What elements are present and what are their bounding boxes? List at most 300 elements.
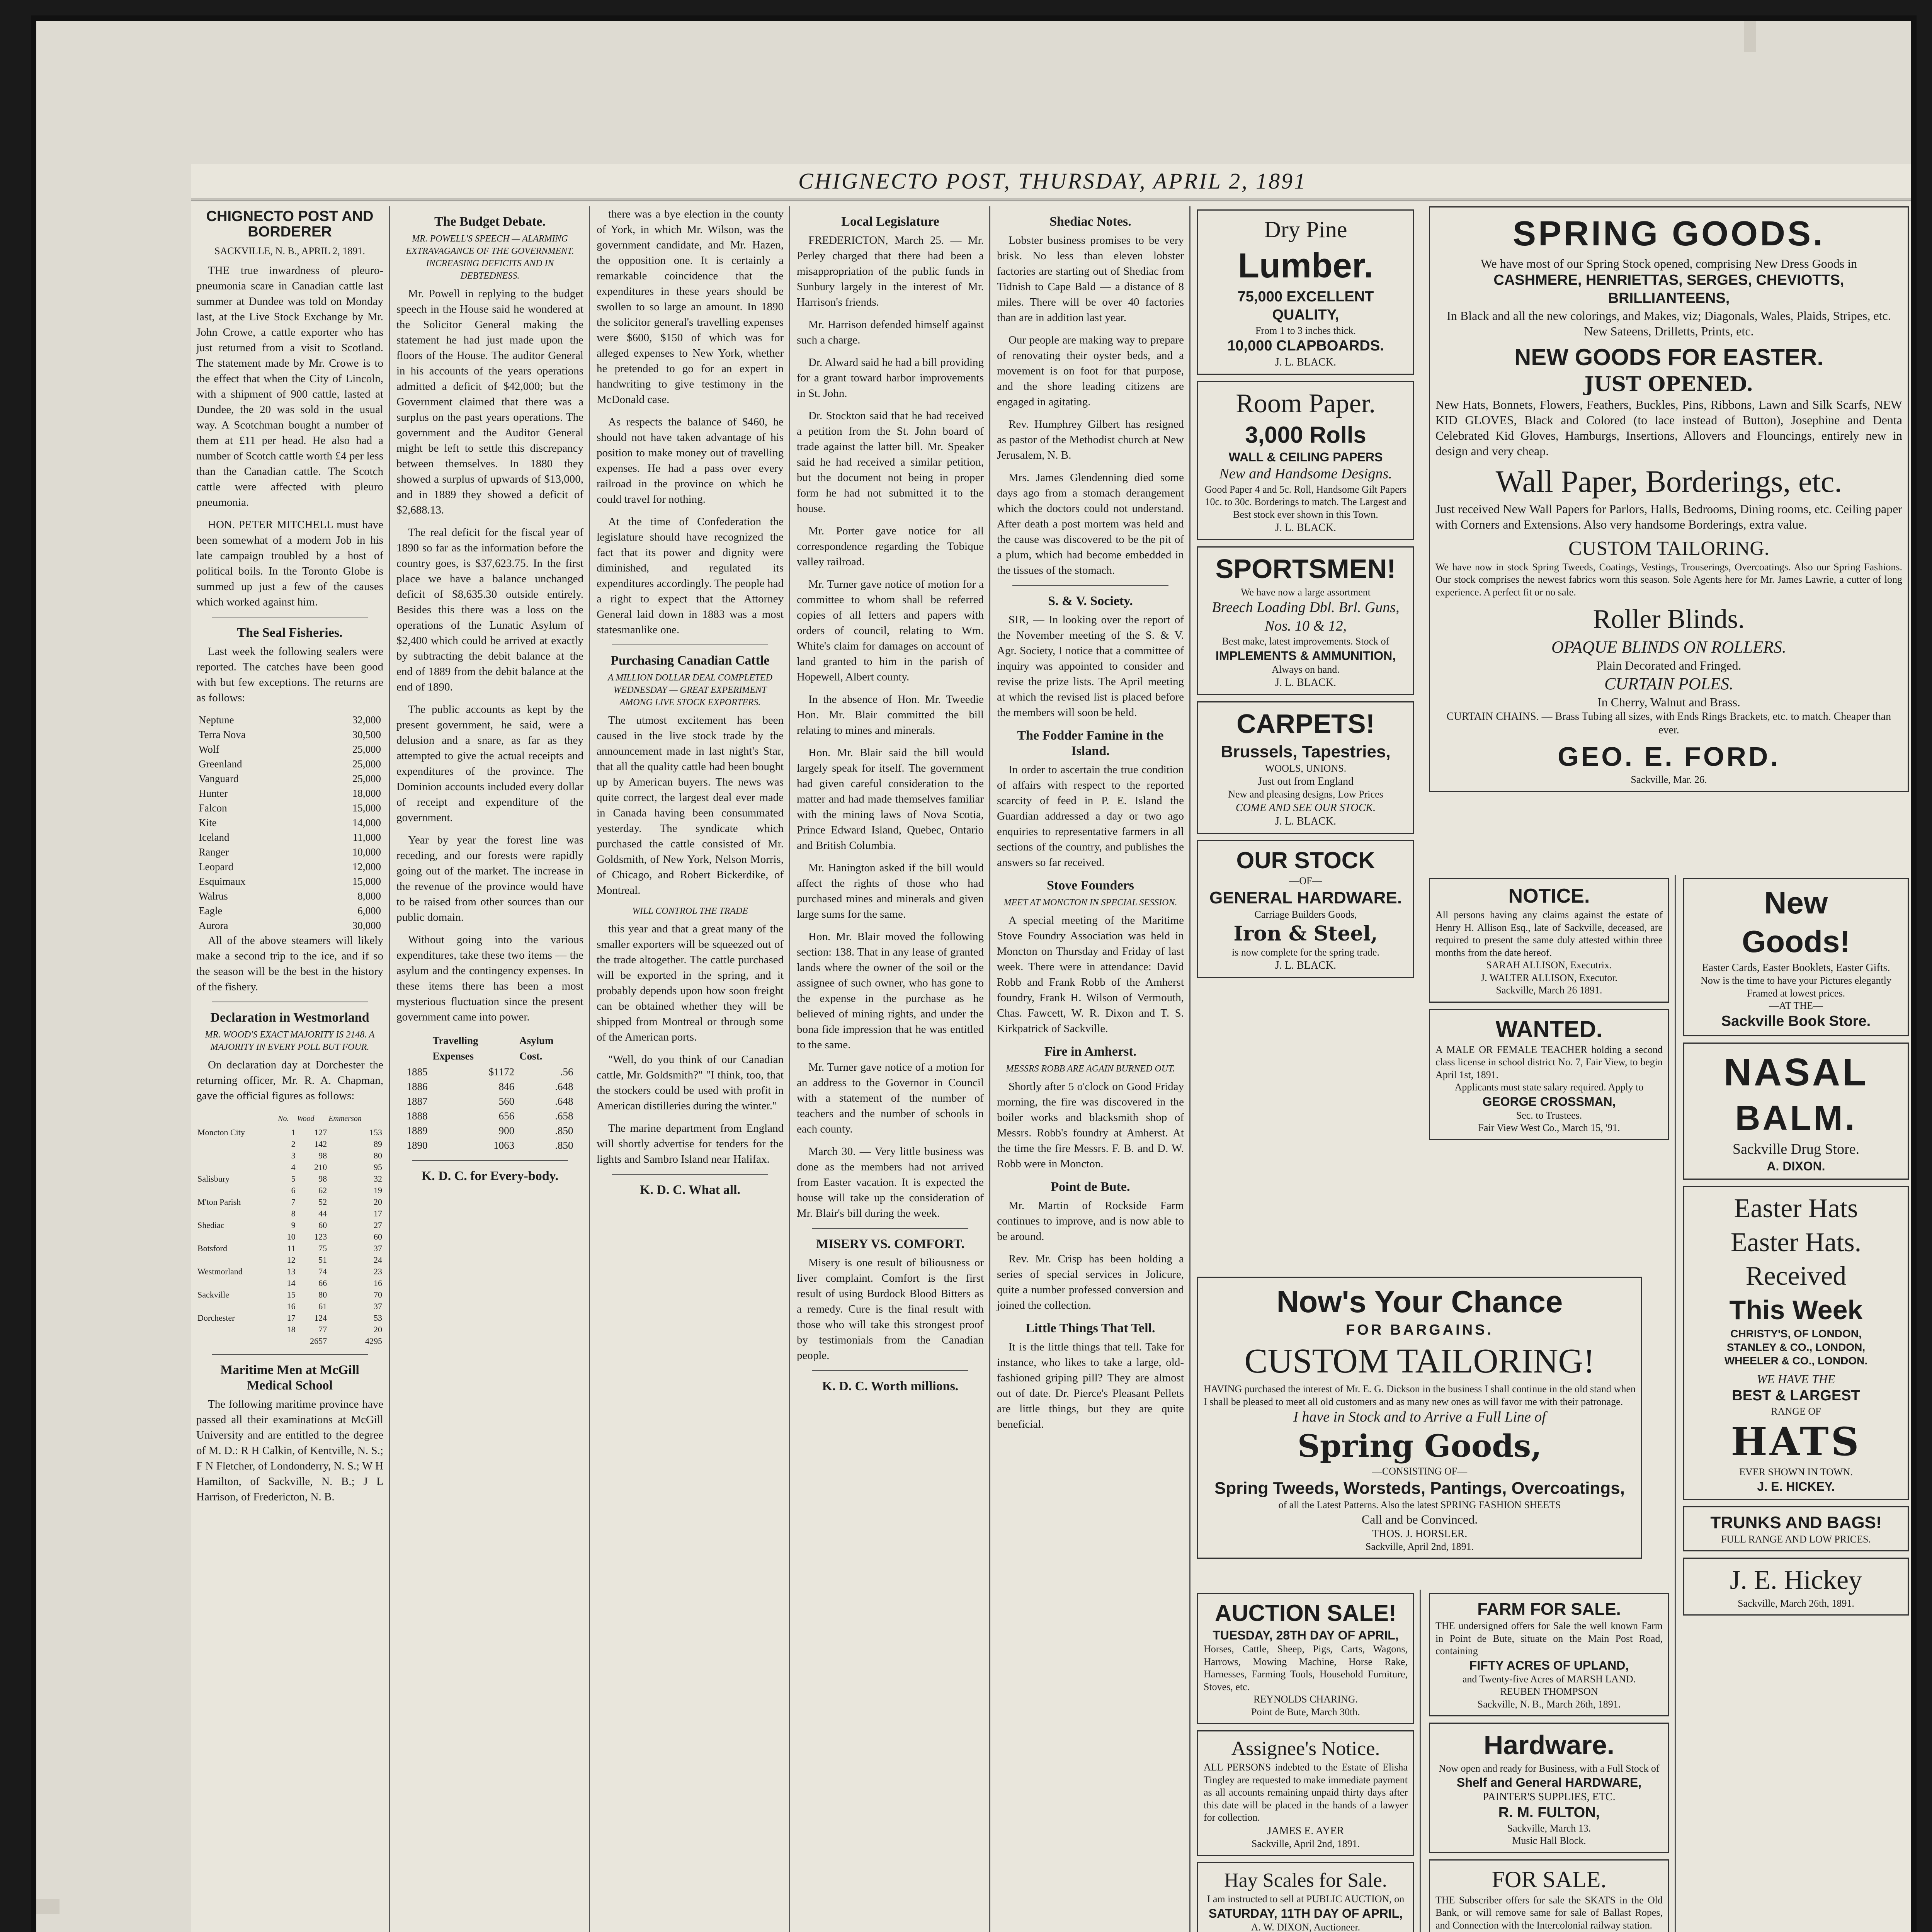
ad-line: A MALE OR FEMALE TEACHER holding a second class license in school district No. 7, Fair View, to begin April 1st, 1891. bbox=[1435, 1044, 1663, 1080]
table-row bbox=[196, 830, 383, 845]
table-row bbox=[196, 1162, 383, 1173]
ad-line: SATURDAY, 11TH DAY OF APRIL, bbox=[1208, 1906, 1403, 1920]
ad-easter-hats bbox=[1683, 1186, 1909, 1500]
ad-line: 75,000 EXCELLENT QUALITY, bbox=[1237, 288, 1374, 323]
table-row bbox=[196, 1243, 383, 1254]
ad-line: Now is the time to have your Pictures elegantly Framed at lowest prices. bbox=[1701, 975, 1891, 999]
paper-title: CHIGNECTO POST AND BORDERER bbox=[206, 208, 374, 240]
expense-cell: .56 bbox=[560, 1066, 573, 1078]
column-5 bbox=[992, 206, 1189, 1932]
article-paragraph: Misery is one result of biliousness or liver complaint. Comfort is the first result of using Burdock Blood Bitters as a remedy. Cure is the final result with those who will take this strongest proof by testimonials from the Canadian people. bbox=[797, 1257, 984, 1362]
vessel-name: Falcon bbox=[199, 802, 227, 814]
poll-cell: 16 bbox=[374, 1278, 382, 1288]
catch-count: 32,000 bbox=[352, 714, 381, 726]
article-paragraph: On declaration day at Dorchester the returning officer, Mr. R. A. Chapman, gave the official figures as follows: bbox=[196, 1059, 383, 1102]
column-rule bbox=[989, 206, 990, 1932]
dateline: SACKVILLE, N. B., APRIL 2, 1891. bbox=[214, 245, 365, 257]
ad-nasal-balm bbox=[1683, 1043, 1909, 1180]
ad-line: Call and be Convinced. bbox=[1361, 1512, 1478, 1526]
ad-hickey bbox=[1683, 1558, 1909, 1616]
table-row bbox=[196, 1231, 383, 1243]
poll-cell: 80 bbox=[318, 1290, 327, 1299]
ad-line: Horses, Cattle, Sheep, Pigs, Carts, Wagons, Harrows, Mowing Machine, Horse Rake, Harnesses, Farming Tools, Household Furniture, Stoves, etc. bbox=[1204, 1643, 1408, 1692]
ad-for-sale-dixon bbox=[1429, 1859, 1669, 1932]
poll-cell: 210 bbox=[314, 1162, 327, 1172]
catch-count: 6,000 bbox=[357, 905, 381, 917]
article-paragraph: The marine department from England will shortly advertise for tenders for the lights and Sambro Island near Halifax. bbox=[597, 1122, 784, 1165]
article-paragraph: HON. PETER MITCHELL must have been somewhat of a modern Job in his late campaign troubled by a host of political boils. In the Toronto Globe is summed up just a few of the causes which worked against him. bbox=[196, 519, 383, 608]
table-row bbox=[196, 1173, 383, 1185]
ad-line: Point de Bute, March 30th. bbox=[1251, 1706, 1360, 1718]
expenses-table bbox=[402, 1032, 578, 1153]
poll-cell: 66 bbox=[318, 1278, 327, 1288]
ad-line: REUBEN THOMPSON bbox=[1500, 1686, 1598, 1697]
ad-line: Fair View West Co., March 15, '91. bbox=[1478, 1122, 1620, 1133]
ad-line: Easter Hats. bbox=[1730, 1227, 1862, 1257]
table-row bbox=[196, 1289, 383, 1301]
ad-line: J. L. BLACK. bbox=[1275, 677, 1336, 689]
ad-line: Sackville, N. B., March 26th, 1891. bbox=[1477, 1698, 1621, 1710]
column-rule bbox=[589, 206, 590, 1932]
poll-cell: Westmorland bbox=[197, 1267, 243, 1276]
vessel-name: Leopard bbox=[199, 861, 233, 872]
poll-cell: 98 bbox=[318, 1174, 327, 1184]
table-row bbox=[196, 1208, 383, 1219]
poll-cell: 95 bbox=[374, 1162, 382, 1172]
ad-line: HATS bbox=[1731, 1419, 1861, 1464]
column-7-mid bbox=[1423, 875, 1675, 1265]
expense-cell: .658 bbox=[555, 1110, 573, 1122]
poll-cell: 61 bbox=[318, 1301, 327, 1311]
vessel-name: Kite bbox=[199, 817, 217, 828]
poll-cell: 44 bbox=[318, 1209, 327, 1218]
ad-line: 3,000 Rolls bbox=[1245, 422, 1366, 448]
table-row bbox=[403, 1065, 577, 1079]
ad-line: REYNOLDS CHARING. bbox=[1253, 1694, 1358, 1705]
article-paragraph: Mr. Turner gave notice of motion for a committee to whom shall be referred copies of all letters and papers with orders of council, relating to Wm. White's claim for damages on account of land granted to him in the parish of Hopewell, Albert county. bbox=[797, 578, 984, 683]
ad-line: RANGE OF bbox=[1771, 1405, 1821, 1417]
article-paragraph: The utmost excitement has been caused in the live stock trade by the announcement made in last night's Star, that all the quality cattle had been bought up by American buyers. The news was quite correct, the largest deal ever made in Canada having been consummated yesterday. The syndicate which purchased the cattle consisted of Mr. Goldsmith, of New York, Nelson Morris, of Chicago, and Robert Bickerdike, of Montreal. bbox=[597, 714, 784, 896]
ad-line: R. M. FULTON, bbox=[1498, 1804, 1600, 1821]
table-row bbox=[196, 1301, 383, 1312]
ad-line: THOS. J. HORSLER. bbox=[1372, 1527, 1468, 1540]
table-row bbox=[196, 874, 383, 889]
ad-line: WALL & CEILING PAPERS bbox=[1228, 450, 1383, 464]
ad-line: New Hats, Bonnets, Flowers, Feathers, Buckles, Pins, Ribbons, Lawn and Silk Scarfs, NEW KID GLOVES, Black and Colored (to lace instead of Button), Josephine and Denta Celebrated Kid Gloves, Hamburgs, Insertions, Allovers and Flouncings, entirely new in design and very cheap. bbox=[1435, 397, 1902, 458]
ad-farm-thompson bbox=[1429, 1593, 1669, 1716]
poll-cell: 13 bbox=[287, 1267, 296, 1276]
ad-line: Applicants must state salary required. Apply to bbox=[1454, 1082, 1644, 1093]
subheadline: WILL CONTROL THE TRADE bbox=[632, 906, 748, 916]
ad-line: In Black and all the new colorings, and Makes, viz; Diagonals, Wales, Plaids, Stripes, etc. New Sateens, Drilletts, Prints, etc. bbox=[1447, 308, 1891, 338]
table-row bbox=[196, 801, 383, 815]
ad-line: Music Hall Block. bbox=[1512, 1835, 1586, 1846]
column-rule bbox=[789, 206, 790, 1932]
article-paragraph: It is the little things that tell. Take for instance, who likes to take a large, old-fashioned griping pill? They are almost out of date. Dr. Pierce's Pleasant Pellets are little things, but they are quite beneficial. bbox=[997, 1341, 1184, 1430]
ad-line: NOTICE. bbox=[1508, 885, 1590, 907]
poll-cell: 20 bbox=[374, 1197, 382, 1207]
table-row bbox=[196, 903, 383, 918]
poll-cell: Dorchester bbox=[197, 1313, 235, 1323]
catch-count: 12,000 bbox=[352, 861, 381, 872]
poll-cell: 60 bbox=[318, 1220, 327, 1230]
ad-line: EVER SHOWN IN TOWN. bbox=[1739, 1466, 1853, 1478]
ad-ford-dry-goods bbox=[1429, 206, 1909, 792]
column-2 bbox=[391, 206, 589, 1932]
ad-line: AUCTION SALE! bbox=[1215, 1600, 1396, 1626]
ad-line: Just received New Wall Papers for Parlors, Halls, Bedrooms, Dining rooms, etc. Ceiling paper with Corners and Extensions. Also very handsome Borderings, extra value. bbox=[1435, 502, 1902, 531]
poll-cell: 32 bbox=[374, 1174, 382, 1184]
ad-line: In Cherry, Walnut and Brass. bbox=[1597, 695, 1740, 709]
poll-cell: Shediac bbox=[197, 1220, 224, 1230]
table-row bbox=[196, 1150, 383, 1162]
divider bbox=[812, 1228, 968, 1229]
ad-line: TUESDAY, 28TH DAY OF APRIL, bbox=[1213, 1628, 1399, 1642]
ad-hay-scales bbox=[1197, 1862, 1414, 1932]
column-header bbox=[403, 1032, 432, 1064]
catch-count: 25,000 bbox=[352, 773, 381, 784]
ad-line: Sackville, March 26th, 1891. bbox=[1738, 1597, 1854, 1609]
poll-cell: 62 bbox=[318, 1185, 327, 1195]
article-paragraph: Without going into the various expenditures, take these two items — the asylum and the contingency expenses. In these items there has been a most mysterious fluctuation since the present government came into power. bbox=[396, 934, 583, 1023]
ad-line: CUSTOM TAILORING! bbox=[1244, 1342, 1595, 1380]
ad-line: J. L. BLACK. bbox=[1275, 959, 1336, 971]
headline-fire: Fire in Amherst. bbox=[1044, 1044, 1137, 1059]
article-paragraph: Last week the following sealers were reported. The catches have been good with but few exceptions. The returns are as follows: bbox=[196, 645, 383, 704]
catch-count: 25,000 bbox=[352, 743, 381, 755]
ad-line: THE Subscriber offers for sale the SKATS in the Old Bank, or will remove same for sale of Ballast Ropes, and Connection with the Intercolonial railway station. bbox=[1435, 1894, 1663, 1931]
expense-cell: 1887 bbox=[406, 1095, 428, 1107]
ad-wanted-crossman bbox=[1429, 1009, 1669, 1140]
poll-cell: 5 bbox=[291, 1174, 296, 1184]
ad-line: CURTAIN POLES. bbox=[1604, 674, 1734, 693]
article-paragraph: Mrs. James Glendenning died some days ago from a stomach derangement which the doctors could not understand. After death a post mortem was held and the cause was discovered to be the pit of a plum, which had become embedded in the tissues of the stomach. bbox=[997, 471, 1184, 577]
ad-line: A. W. DIXON, Auctioneer. bbox=[1251, 1921, 1361, 1932]
ad-line: WHEELER & CO., LONDON. bbox=[1724, 1355, 1868, 1367]
poll-cell: 17 bbox=[287, 1313, 296, 1323]
column-6-lower bbox=[1192, 1590, 1420, 1932]
ad-line: Breech Loading Dbl. Brl. Guns, Nos. 10 & 12, bbox=[1212, 599, 1400, 634]
ad-line: Sackville, April 2nd, 1891. bbox=[1251, 1838, 1360, 1849]
table-row bbox=[196, 1266, 383, 1277]
ad-line: CARPETS! bbox=[1236, 709, 1375, 739]
article-paragraph: March 30. — Very little business was done as the members had not arrived from Easter vacation. It is expected the house will take up the consideration of Mr. Blair's bill during the week. bbox=[797, 1145, 984, 1219]
expense-cell: .648 bbox=[555, 1095, 573, 1107]
ad-line: Goods! bbox=[1742, 924, 1850, 959]
ad-line: WANTED. bbox=[1495, 1016, 1603, 1042]
ad-line: GEORGE CROSSMAN, bbox=[1482, 1094, 1616, 1109]
column-1 bbox=[191, 206, 389, 1932]
article-paragraph: Mr. Martin of Rockside Farm continues to improve, and is now able to be around. bbox=[997, 1199, 1184, 1243]
article-paragraph: Mr. Powell in replying to the budget speech in the House said he wondered at the Solicitor General making the statement he had just made upon the floors of the House. The auditor General in his accounts of the years operations admitted a deficit of $42,000; but the Government claimed that there was a surplus on the past years operations. The government and the Auditor General might be left to settle this discrepancy between themselves. In 1880 they showed a surplus of upwards of $13,000, and in 1889 they showed a deficit of $2,688.13. bbox=[396, 287, 583, 516]
ad-line: JAMES E. AYER bbox=[1267, 1825, 1344, 1837]
ad-line: OPAQUE BLINDS ON ROLLERS. bbox=[1551, 637, 1786, 656]
poll-cell: 16 bbox=[287, 1301, 296, 1311]
kdc-notice: K. D. C. What all. bbox=[639, 1183, 741, 1197]
ad-line: I am instructed to sell at PUBLIC AUCTION, on bbox=[1207, 1893, 1405, 1905]
ad-carpets bbox=[1197, 701, 1414, 834]
column-header bbox=[196, 1111, 277, 1127]
column-rule bbox=[389, 206, 390, 1932]
table-row bbox=[196, 859, 383, 874]
vessel-name: Vanguard bbox=[199, 773, 239, 784]
headline-fodder: The Fodder Famine in the Island. bbox=[1017, 728, 1164, 758]
expense-cell: .648 bbox=[555, 1081, 573, 1092]
poll-cell bbox=[196, 1231, 277, 1243]
ad-line: Sackville, April 2nd, 1891. bbox=[1365, 1541, 1474, 1552]
column-header: No. bbox=[278, 1114, 289, 1123]
table-row bbox=[196, 1324, 383, 1335]
ad-line: of all the Latest Patterns. Also the latest SPRING FASHION SHEETS bbox=[1278, 1499, 1561, 1510]
table-row bbox=[403, 1094, 577, 1108]
expense-cell: $1172 bbox=[488, 1066, 515, 1078]
scanned-page bbox=[31, 15, 1917, 1932]
expense-cell: 1063 bbox=[493, 1139, 515, 1151]
ad-line: Now open and ready for Business, with a Full Stock of bbox=[1439, 1762, 1660, 1774]
article-paragraph: Year by year the forest line was receding, and our forests were rapidly going out of the market. The increase in the revenue of the province would have to be raised from other sources than our public domain. bbox=[396, 834, 583, 923]
ad-line: GEO. E. FORD. bbox=[1558, 741, 1780, 772]
poll-cell: 8 bbox=[291, 1209, 296, 1218]
poll-cell: 52 bbox=[318, 1197, 327, 1207]
ad-line: Plain Decorated and Fringed. bbox=[1596, 658, 1742, 672]
vessel-name: Iceland bbox=[199, 832, 230, 843]
ad-line: We have now a large assortment bbox=[1240, 586, 1371, 598]
expense-cell: 900 bbox=[498, 1125, 515, 1136]
poll-cell: Moncton City bbox=[197, 1128, 245, 1137]
catch-count: 18,000 bbox=[352, 787, 381, 799]
ad-line: CHRISTY'S, OF LONDON, bbox=[1730, 1328, 1862, 1340]
crop-mark bbox=[1744, 21, 1756, 52]
poll-cell: 74 bbox=[318, 1267, 327, 1276]
poll-cell: 27 bbox=[374, 1220, 382, 1230]
subheadline: A MILLION DOLLAR DEAL COMPLETED WEDNESDAY — GREAT EXPERIMENT AMONG LIVE STOCK EXPORTERS. bbox=[608, 673, 772, 707]
ad-tailoring-horsler bbox=[1197, 1277, 1642, 1559]
poll-cell: 20 bbox=[374, 1325, 382, 1334]
divider bbox=[412, 1160, 568, 1161]
ad-hardware-stock bbox=[1197, 840, 1414, 978]
poll-cell: 4295 bbox=[365, 1336, 382, 1346]
column-header: Wood bbox=[297, 1114, 315, 1123]
table-row bbox=[196, 742, 383, 757]
article-paragraph: Lobster business promises to be very brisk. No less than eleven lobster factories are starting out of Shediac from Tidnish to Cape Bald — a distance of 8 miles. There will be over 40 factories than are in addition last year. bbox=[997, 234, 1184, 324]
poll-cell bbox=[196, 1254, 277, 1266]
poll-cell bbox=[196, 1208, 277, 1219]
ad-line: is now complete for the spring trade. bbox=[1232, 946, 1379, 958]
poll-cell: 80 bbox=[374, 1151, 382, 1160]
ad-line: J. L. BLACK. bbox=[1275, 356, 1336, 368]
ad-hardware-fulton bbox=[1429, 1723, 1669, 1853]
ad-line: Sackville, March 26 1891. bbox=[1496, 985, 1602, 996]
ad-line: Roller Blinds. bbox=[1593, 604, 1745, 634]
table-row bbox=[196, 1185, 383, 1196]
article-paragraph: Dr. Stockton said that he had received a petition from the St. John board of trade against the latter bill. Mr. Speaker said he had received a similar petition, but the document not being in proper form he had not submitted it to the house. bbox=[797, 410, 984, 515]
ad-line: SARAH ALLISON, Executrix. bbox=[1486, 959, 1612, 971]
ad-now-your-chance bbox=[1192, 1277, 1648, 1578]
poll-cell bbox=[196, 1138, 277, 1150]
poll-cell: 18 bbox=[287, 1325, 296, 1334]
poll-cell: 124 bbox=[314, 1313, 327, 1323]
poll-cell: 12 bbox=[287, 1255, 296, 1265]
article-paragraph: FREDERICTON, March 25. — Mr. Perley charged that there had been a misappropriation of the public funds in Sunbury largely in the interest of Mr. Harrison's friends. bbox=[797, 234, 984, 308]
poll-cell: 4 bbox=[291, 1162, 296, 1172]
crop-mark bbox=[36, 1899, 60, 1914]
poll-cell: Salisbury bbox=[197, 1174, 230, 1184]
poll-table bbox=[196, 1111, 383, 1347]
table-row bbox=[196, 1138, 383, 1150]
ad-line: ALL PERSONS indebted to the Estate of Elisha Tingley are requested to make immediate payment as all accounts remaining unpaid thirty days after this date will be placed in the hands of a lawyer for collection. bbox=[1204, 1762, 1408, 1823]
subheadline: MEET AT MONCTON IN SPECIAL SESSION. bbox=[1003, 898, 1177, 908]
divider bbox=[1012, 585, 1168, 586]
ad-line: COME AND SEE OUR STOCK. bbox=[1235, 801, 1376, 814]
poll-cell: 53 bbox=[374, 1313, 382, 1323]
table-row bbox=[196, 815, 383, 830]
poll-cell: 75 bbox=[318, 1243, 327, 1253]
ad-line: Spring Tweeds, Worsteds, Pantings, Overcoatings, bbox=[1214, 1479, 1625, 1498]
ad-line: All persons having any claims against the estate of Henry H. Allison Esq., late of Sackville, deceased, are required to present the same duly attested within three months from the date hereof. bbox=[1435, 909, 1663, 958]
article-paragraph: Dr. Alward said he had a bill providing for a grant toward harbor improvements in St. John. bbox=[797, 356, 984, 400]
ad-line: New and Handsome Designs. bbox=[1219, 466, 1392, 482]
headline-little-things: Little Things That Tell. bbox=[1026, 1321, 1155, 1335]
vessel-name: Greenland bbox=[199, 758, 242, 770]
article-paragraph: Shortly after 5 o'clock on Good Friday morning, the fire was discovered in the boiler works and blacksmith shop of Messrs. Robb's foundry at Amherst. At the time the fire Messrs. F. B. and D. W. Robb were in Moncton. bbox=[997, 1080, 1184, 1170]
table-row bbox=[196, 1196, 383, 1208]
ad-line: Assignee's Notice. bbox=[1231, 1738, 1380, 1760]
table-row bbox=[403, 1138, 577, 1152]
article-paragraph: Mr. Porter gave notice for all correspondence regarding the Tobique valley railroad. bbox=[797, 525, 984, 568]
kdc-notice: K. D. C. Worth millions. bbox=[822, 1379, 959, 1393]
ad-line: Sec. to Trustees. bbox=[1516, 1109, 1582, 1121]
column-3 bbox=[591, 206, 789, 1932]
headline-stove: Stove Founders bbox=[1047, 878, 1134, 893]
article-paragraph: The real deficit for the fiscal year of 1890 so far as the information before the country goes, is $37,623.75. In the first place we have a balance unchanged deficit of $8,635.30 outside entirely. Besides this there was a loss on the operations of the Lunatic Asylum of $2,400 which could be arrived at exactly by subtracting the debit balance at the end of 1889 from the debit balance at the end of 1890. bbox=[396, 526, 583, 693]
ad-line: FIFTY ACRES OF UPLAND, bbox=[1469, 1658, 1629, 1672]
ad-line: FULL RANGE AND LOW PRICES. bbox=[1721, 1533, 1871, 1545]
article-paragraph: SIR, — In looking over the report of the November meeting of the S. & V. Agr. Society, I notice that a committee of inquiry was appointed to consider and revise the prize lists. The April meeting at which the revised list is placed before the members will soon be held. bbox=[997, 614, 1184, 719]
ad-line: Sackville, March 13. bbox=[1507, 1822, 1591, 1834]
ad-line: Carriage Builders Goods, bbox=[1254, 909, 1357, 920]
poll-cell: 6 bbox=[291, 1185, 296, 1195]
ad-line: Received bbox=[1745, 1261, 1847, 1291]
ad-line: BALM. bbox=[1735, 1099, 1857, 1138]
poll-cell: 98 bbox=[318, 1151, 327, 1160]
ad-line: —OF— bbox=[1289, 875, 1322, 886]
ad-line: Sackville, Mar. 26. bbox=[1631, 774, 1707, 785]
article-paragraph: there was a bye election in the county of York, in which Mr. Wilson, was the government candidate, and Mr. Hazen, the opposition one. It is certainly a remarkable coincidence that the expenditures in these years should be swollen to so large an amount. In 1890 the solicitor general's travelling expenses were $600, $150 of which was for alleged expenses to New York, whether he pretended to go for an expert in handwriting to give testimony in the McDonald case. bbox=[597, 208, 784, 406]
ad-line: Easter Hats bbox=[1734, 1194, 1858, 1223]
ad-line: Easter Cards, Easter Booklets, Easter Gifts. bbox=[1702, 962, 1890, 974]
column-rule bbox=[1675, 875, 1676, 1932]
ad-line: WOOLS, UNIONS. bbox=[1265, 762, 1347, 774]
divider bbox=[612, 1174, 768, 1175]
ad-line: Sackville Book Store. bbox=[1721, 1013, 1871, 1029]
column-header: Emmerson bbox=[328, 1114, 362, 1123]
article-paragraph: Hon. Mr. Blair said the bill would largely speak for itself. The government had given careful consideration to the matter and had made themselves familiar with the mining laws of Nova Scotia, Prince Edward Island, Quebec, Ontario and British Columbia. bbox=[797, 747, 984, 852]
ad-line: Always on hand. bbox=[1272, 663, 1340, 675]
poll-cell: 2657 bbox=[310, 1336, 327, 1346]
ad-line: FOR BARGAINS. bbox=[1346, 1322, 1493, 1338]
ad-line: From 1 to 3 inches thick. bbox=[1255, 325, 1356, 336]
vessel-name: Walrus bbox=[199, 890, 228, 902]
poll-cell: 77 bbox=[318, 1325, 327, 1334]
table-row bbox=[196, 1127, 383, 1138]
headline-legislature: Local Legislature bbox=[841, 214, 939, 229]
ad-line: Hardware. bbox=[1483, 1730, 1615, 1760]
poll-cell: 10 bbox=[287, 1232, 296, 1242]
poll-cell bbox=[196, 1150, 277, 1162]
poll-cell: 17 bbox=[374, 1209, 382, 1218]
ad-line: J. L. BLACK. bbox=[1275, 815, 1336, 827]
ad-line: SPORTSMEN! bbox=[1215, 554, 1396, 584]
ad-line: I have in Stock and to Arrive a Full Line of bbox=[1293, 1409, 1546, 1425]
expense-cell: 560 bbox=[498, 1095, 515, 1107]
ad-line: Just out from England bbox=[1257, 776, 1354, 787]
poll-cell: 89 bbox=[374, 1139, 382, 1149]
poll-cell: M'ton Parish bbox=[197, 1197, 241, 1207]
table-row bbox=[196, 1277, 383, 1289]
table-row bbox=[196, 757, 383, 771]
article-paragraph: A special meeting of the Maritime Stove Foundry Association was held in Moncton on Thursday and Friday of last week. There were in attendance: David Robb and Frank Robb of the Amherst foundry, Frank H. Wilson of Vermouth, Chas. Fawcett, W. R. Dixon and T. S. Kirkpatrick of Sackville. bbox=[997, 914, 1184, 1035]
poll-cell: 19 bbox=[374, 1185, 382, 1195]
ad-line: TRUNKS AND BAGS! bbox=[1710, 1513, 1882, 1532]
article-paragraph: The public accounts as kept by the present government, he said, were a delusion and a snare, as far as they attempted to give the actual receipts and expenditures of the province. The Dominion accounts included every dollar of receipt and expenditure of the government. bbox=[396, 703, 583, 824]
poll-cell: 1 bbox=[291, 1128, 296, 1137]
article-paragraph: Rev. Mr. Crisp has been holding a series of special services in Jolicure, quite a number professed conversion and joined the collection. bbox=[997, 1253, 1184, 1311]
ad-assignee bbox=[1197, 1730, 1414, 1856]
catch-count: 15,000 bbox=[352, 876, 381, 887]
ad-line: New bbox=[1764, 886, 1828, 920]
headline-point-de-bute: Point de Bute. bbox=[1051, 1180, 1130, 1194]
subheadline: MR. POWELL'S SPEECH — ALARMING EXTRAVAGANCE OF THE GOVERNMENT. INCREASING DEFICITS AND IN DEBTEDNESS. bbox=[406, 234, 574, 281]
masthead: CHIGNECTO POST, THURSDAY, APRIL 2, 1891 bbox=[191, 164, 1914, 201]
ad-line: Spring Goods, bbox=[1297, 1427, 1542, 1464]
article-paragraph: Mr. Turner gave notice of a motion for an address to the Governor in Council with a statement of the number of teachers and the number of schools in each county. bbox=[797, 1061, 984, 1135]
ad-line: BEST & LARGEST bbox=[1732, 1388, 1860, 1404]
table-row bbox=[196, 1219, 383, 1231]
ad-line: CASHMERE, HENRIETTAS, SERGES, CHEVIOTTS, BRILLIANTEENS, bbox=[1493, 272, 1844, 306]
ad-line: J. E. HICKEY. bbox=[1757, 1479, 1835, 1493]
poll-cell: 123 bbox=[314, 1232, 327, 1242]
headline-misery: MISERY VS. COMFORT. bbox=[816, 1237, 965, 1251]
newspaper-sheet bbox=[191, 164, 1914, 1932]
ad-line: CURTAIN CHAINS. — Brass Tubing all sizes, with Ends Rings Brackets, etc. to match. Cheaper than ever. bbox=[1446, 710, 1891, 736]
article-paragraph: Our people are making way to prepare of renovating their oyster beds, and a movement is on foot for that purpose, and the shore leading citizens are engaged in agitating. bbox=[997, 334, 1184, 408]
article-paragraph: The following maritime province have passed all their examinations at McGill University and are entitled to the degree of M. D.: R H Calkin, of Kentville, N. S.; F N Fletcher, of Londonderry, N. S.; W H Hamilton, of Sackville, N. B.; J L Harrison, of Fredericton, N. B. bbox=[196, 1398, 383, 1503]
column-8 bbox=[1678, 875, 1914, 1932]
poll-cell: 60 bbox=[374, 1232, 382, 1242]
headline-seal-fisheries: The Seal Fisheries. bbox=[237, 626, 343, 640]
ad-line: New and pleasing designs, Low Prices bbox=[1228, 789, 1383, 800]
catch-count: 30,500 bbox=[352, 729, 381, 740]
seal-catch-table bbox=[196, 713, 383, 933]
poll-cell: 153 bbox=[369, 1128, 382, 1137]
article-paragraph: Hon. Mr. Blair moved the following section: 138. That in any lease of granted lands where the owner of the soil or the assignee of such owner, who has gone to the expense in the purchase as he believed of mining rights, and under the bona fide impression that he was entitled to the same. bbox=[797, 930, 984, 1051]
catch-count: 15,000 bbox=[352, 802, 381, 814]
ad-line: NASAL bbox=[1723, 1051, 1869, 1094]
vessel-name: Terra Nova bbox=[199, 729, 246, 740]
ad-line: Hay Scales for Sale. bbox=[1224, 1869, 1387, 1891]
table-row bbox=[196, 1312, 383, 1324]
column-7-lower bbox=[1423, 1590, 1675, 1932]
ad-line: A. DIXON. bbox=[1767, 1159, 1825, 1173]
headline-shediac: Shediac Notes. bbox=[1049, 214, 1131, 229]
column-header: Travelling Expenses bbox=[432, 1035, 478, 1062]
ad-line: FARM FOR SALE. bbox=[1477, 1600, 1621, 1619]
poll-cell bbox=[196, 1324, 277, 1335]
ad-line: Iron & Steel, bbox=[1233, 922, 1378, 946]
ad-line: THE undersigned offers for Sale the well known Farm in Point de Bute, situate on the Main Post Road, containing bbox=[1435, 1620, 1663, 1656]
table-row bbox=[403, 1124, 577, 1138]
vessel-name: Esquimaux bbox=[199, 876, 246, 887]
